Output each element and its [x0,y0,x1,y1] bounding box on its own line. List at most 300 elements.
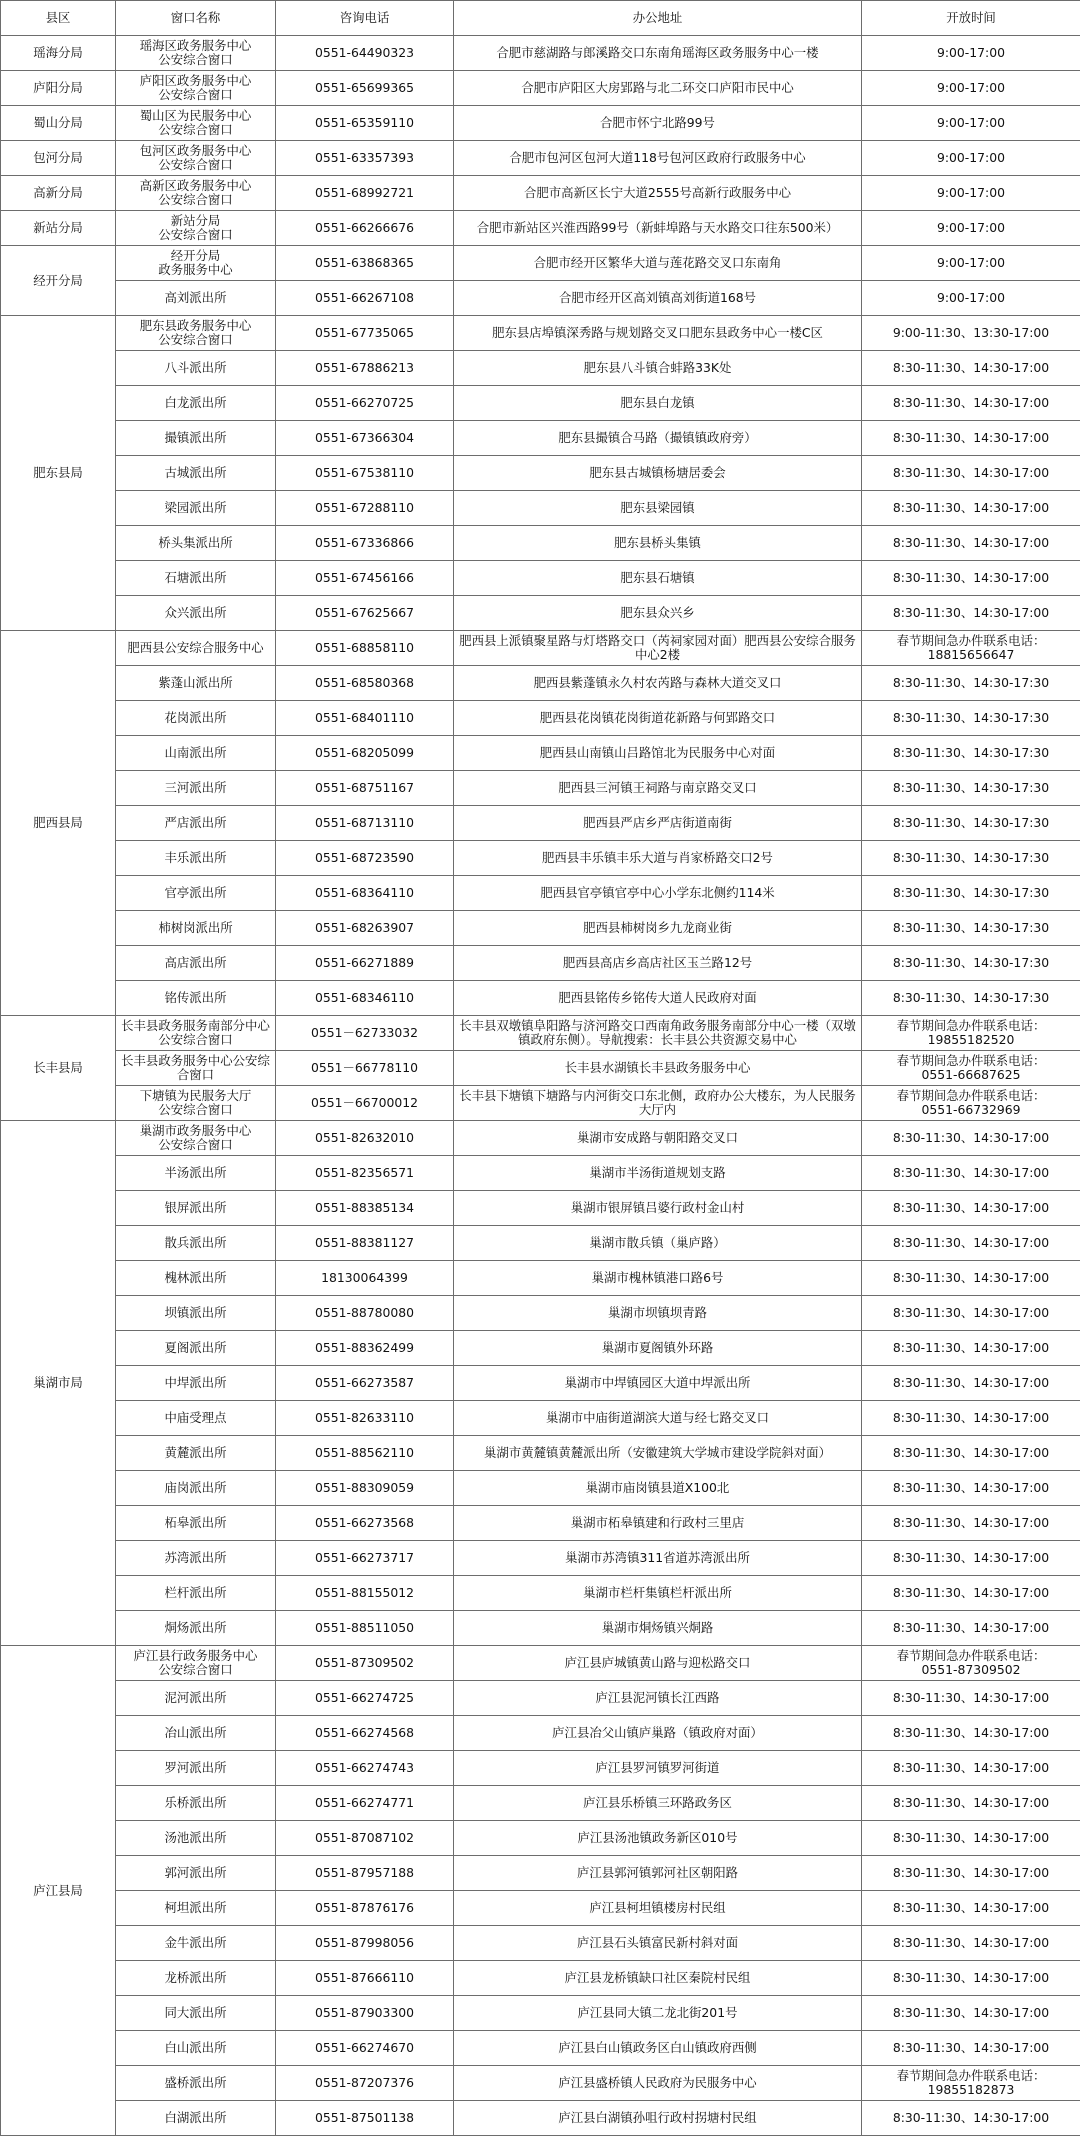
address-cell: 庐江县龙桥镇缺口社区秦院村民组 [454,1961,862,1996]
phone-cell: 0551-66274725 [276,1681,454,1716]
phone-cell: 0551-68205099 [276,736,454,771]
phone-cell: 0551-66274670 [276,2031,454,2066]
phone-cell: 0551－66700012 [276,1086,454,1121]
table-row [1,316,1080,351]
table-row [1,1121,1080,1156]
phone-cell: 0551-87501138 [276,2101,454,2136]
phone-cell: 0551－62733032 [276,1016,454,1051]
window-cell: 半汤派出所 [116,1156,276,1191]
hours-cell: 8:30-11:30、14:30-17:00 [862,421,1080,456]
window-cell: 中垾派出所 [116,1366,276,1401]
phone-cell: 0551-64490323 [276,36,454,71]
window-cell: 巢湖市政务服务中心 公安综合窗口 [116,1121,276,1156]
window-cell: 肥东县政务服务中心 公安综合窗口 [116,316,276,351]
table-row [1,1471,1080,1506]
phone-cell: 18130064399 [276,1261,454,1296]
address-cell: 肥西县严店乡严店街道南街 [454,806,862,841]
table-row [1,1331,1080,1366]
county-cell: 新站分局 [1,211,116,246]
table-row [1,946,1080,981]
window-cell: 新站分局 公安综合窗口 [116,211,276,246]
address-cell: 巢湖市庙岗镇县道X100北 [454,1471,862,1506]
hours-cell: 8:30-11:30、14:30-17:30 [862,841,1080,876]
header-window: 窗口名称 [116,1,276,36]
table-row [1,1051,1080,1086]
hours-cell: 8:30-11:30、14:30-17:00 [862,491,1080,526]
phone-cell: 0551-88381127 [276,1226,454,1261]
window-cell: 梁园派出所 [116,491,276,526]
table-row [1,421,1080,456]
hours-cell: 8:30-11:30、14:30-17:00 [862,1191,1080,1226]
hours-cell: 8:30-11:30、14:30-17:00 [862,1681,1080,1716]
phone-cell: 0551-87207376 [276,2066,454,2101]
window-cell: 桥头集派出所 [116,526,276,561]
window-cell: 撮镇派出所 [116,421,276,456]
window-cell: 三河派出所 [116,771,276,806]
phone-cell: 0551-68401110 [276,701,454,736]
hours-cell: 8:30-11:30、14:30-17:30 [862,876,1080,911]
phone-cell: 0551-66273717 [276,1541,454,1576]
address-cell: 长丰县水湖镇长丰县政务服务中心 [454,1051,862,1086]
hours-cell: 春节期间急办件联系电话： 18815656647 [862,631,1080,666]
phone-cell: 0551-88511050 [276,1611,454,1646]
hours-cell: 春节期间急办件联系电话： 0551-87309502 [862,1646,1080,1681]
county-cell: 巢湖市局 [1,1121,116,1646]
hours-cell: 8:30-11:30、14:30-17:00 [862,1716,1080,1751]
address-cell: 庐江县乐桥镇三环路政务区 [454,1786,862,1821]
table-row [1,1191,1080,1226]
address-cell: 庐江县罗河镇罗河街道 [454,1751,862,1786]
table-row [1,386,1080,421]
table-row [1,701,1080,736]
phone-cell: 0551-67735065 [276,316,454,351]
window-cell: 包河区政务服务中心 公安综合窗口 [116,141,276,176]
table-row [1,1436,1080,1471]
hours-cell: 8:30-11:30、14:30-17:00 [862,1891,1080,1926]
hours-cell: 春节期间急办件联系电话： 0551-66732969 [862,1086,1080,1121]
address-cell: 庐江县庐城镇黄山路与迎松路交口 [454,1646,862,1681]
hours-cell: 8:30-11:30、14:30-17:00 [862,456,1080,491]
address-cell: 肥东县店埠镇深秀路与规划路交叉口肥东县政务中心一楼C区 [454,316,862,351]
phone-cell: 0551-68723590 [276,841,454,876]
phone-cell: 0551-68263907 [276,911,454,946]
address-cell: 庐江县柯坦镇楼房村民组 [454,1891,862,1926]
phone-cell: 0551-67886213 [276,351,454,386]
table-row [1,1016,1080,1051]
address-cell: 肥西县高店乡高店社区玉兰路12号 [454,946,862,981]
hours-cell: 8:30-11:30、14:30-17:30 [862,771,1080,806]
hours-cell: 8:30-11:30、14:30-17:00 [862,1541,1080,1576]
table-row [1,876,1080,911]
table-row [1,806,1080,841]
hours-cell: 9:00-17:00 [862,36,1080,71]
table-row [1,1996,1080,2031]
header-hours: 开放时间 [862,1,1080,36]
hours-cell: 9:00-17:00 [862,176,1080,211]
window-cell: 下塘镇为民服务大厅 公安综合窗口 [116,1086,276,1121]
window-cell: 经开分局 政务服务中心 [116,246,276,281]
table-row [1,2101,1080,2136]
phone-cell: 0551-66273587 [276,1366,454,1401]
phone-cell: 0551-67366304 [276,421,454,456]
window-cell: 蜀山区为民服务中心 公安综合窗口 [116,106,276,141]
county-cell: 高新分局 [1,176,116,211]
table-row [1,1961,1080,1996]
table-row [1,1821,1080,1856]
address-cell: 合肥市经开区高刘镇高刘街道168号 [454,281,862,316]
county-cell: 蜀山分局 [1,106,116,141]
hours-cell: 8:30-11:30、14:30-17:00 [862,1261,1080,1296]
phone-cell: 0551-88309059 [276,1471,454,1506]
address-cell: 巢湖市槐林镇港口路6号 [454,1261,862,1296]
hours-cell: 8:30-11:30、14:30-17:00 [862,1156,1080,1191]
hours-cell: 8:30-11:30、14:30-17:00 [862,1751,1080,1786]
phone-cell: 0551-87998056 [276,1926,454,1961]
address-cell: 合肥市怀宁北路99号 [454,106,862,141]
hours-cell: 8:30-11:30、14:30-17:30 [862,736,1080,771]
table-row [1,1926,1080,1961]
address-cell: 庐江县石头镇富民新村斜对面 [454,1926,862,1961]
phone-cell: 0551-68580368 [276,666,454,701]
hours-cell: 8:30-11:30、14:30-17:00 [862,2101,1080,2136]
address-cell: 庐江县白湖镇孙咀行政村拐塘村民组 [454,2101,862,2136]
address-cell: 巢湖市夏阁镇外环路 [454,1331,862,1366]
phone-cell: 0551-88780080 [276,1296,454,1331]
window-cell: 郭河派出所 [116,1856,276,1891]
phone-cell: 0551-88155012 [276,1576,454,1611]
hours-cell: 8:30-11:30、14:30-17:00 [862,1226,1080,1261]
hours-cell: 8:30-11:30、14:30-17:00 [862,1961,1080,1996]
address-cell: 庐江县泥河镇长江西路 [454,1681,862,1716]
window-cell: 众兴派出所 [116,596,276,631]
table-body [1,36,1080,2136]
phone-cell: 0551-68364110 [276,876,454,911]
hours-cell: 8:30-11:30、14:30-17:00 [862,1786,1080,1821]
hours-cell: 8:30-11:30、14:30-17:00 [862,1506,1080,1541]
phone-cell: 0551-67625667 [276,596,454,631]
phone-cell: 0551-66274568 [276,1716,454,1751]
hours-cell: 8:30-11:30、14:30-17:00 [862,1366,1080,1401]
table-row [1,36,1080,71]
address-cell: 合肥市新站区兴淮西路99号（新蚌埠路与天水路交口往东500米） [454,211,862,246]
window-cell: 八斗派出所 [116,351,276,386]
hours-cell: 8:30-11:30、14:30-17:30 [862,701,1080,736]
hours-cell: 春节期间急办件联系电话： 19855182520 [862,1016,1080,1051]
address-cell: 肥东县八斗镇合蚌路33K处 [454,351,862,386]
table-row [1,2031,1080,2066]
hours-cell: 9:00-17:00 [862,71,1080,106]
table-row [1,1646,1080,1681]
table-row [1,666,1080,701]
window-cell: 紫蓬山派出所 [116,666,276,701]
address-cell: 庐江县盛桥镇人民政府为民服务中心 [454,2066,862,2101]
phone-cell: 0551-66267108 [276,281,454,316]
header-address: 办公地址 [454,1,862,36]
table-row [1,1681,1080,1716]
hours-cell: 9:00-17:00 [862,281,1080,316]
window-cell: 银屏派出所 [116,1191,276,1226]
phone-cell: 0551-63868365 [276,246,454,281]
phone-cell: 0551-68713110 [276,806,454,841]
hours-cell: 8:30-11:30、14:30-17:00 [862,1401,1080,1436]
table-row [1,1296,1080,1331]
address-cell: 肥西县上派镇聚星路与灯塔路交口（芮祠家园对面）肥西县公安综合服务中心2楼 [454,631,862,666]
phone-cell: 0551-65699365 [276,71,454,106]
address-cell: 长丰县双墩镇阜阳路与济河路交口西南角政务服务南部分中心一楼（双墩镇政府东侧）。导航搜索：长丰县公共资源交易中心 [454,1016,862,1051]
county-cell: 瑶海分局 [1,36,116,71]
address-cell: 合肥市包河区包河大道118号包河区政府行政服务中心 [454,141,862,176]
address-cell: 庐江县冶父山镇庐巢路（镇政府对面） [454,1716,862,1751]
address-cell: 长丰县下塘镇下塘路与内河街交口东北侧，政府办公大楼东，为人民服务大厅内 [454,1086,862,1121]
hours-cell: 9:00-17:00 [862,141,1080,176]
hours-cell: 春节期间急办件联系电话： 0551-66687625 [862,1051,1080,1086]
address-cell: 巢湖市中垾镇园区大道中垾派出所 [454,1366,862,1401]
window-cell: 高店派出所 [116,946,276,981]
phone-cell: 0551-67456166 [276,561,454,596]
table-row [1,491,1080,526]
address-cell: 巢湖市散兵镇（巢庐路） [454,1226,862,1261]
hours-cell: 8:30-11:30、14:30-17:00 [862,1331,1080,1366]
window-cell: 铭传派出所 [116,981,276,1016]
phone-cell: 0551-68751167 [276,771,454,806]
window-cell: 柿树岗派出所 [116,911,276,946]
window-cell: 庐阳区政务服务中心 公安综合窗口 [116,71,276,106]
address-cell: 庐江县白山镇政务区白山镇政府西侧 [454,2031,862,2066]
table-row [1,561,1080,596]
address-cell: 巢湖市中庙街道湖滨大道与经七路交叉口 [454,1401,862,1436]
window-cell: 长丰县政务服务中心公安综合窗口 [116,1051,276,1086]
table-row [1,526,1080,561]
table-row [1,71,1080,106]
address-cell: 肥西县官亭镇官亭中心小学东北侧约114米 [454,876,862,911]
address-cell: 巢湖市坝镇坝青路 [454,1296,862,1331]
window-cell: 石塘派出所 [116,561,276,596]
phone-cell: 0551-66274771 [276,1786,454,1821]
phone-cell: 0551-88562110 [276,1436,454,1471]
hours-cell: 8:30-11:30、14:30-17:00 [862,596,1080,631]
table-row [1,176,1080,211]
table-row [1,1541,1080,1576]
table-row [1,246,1080,281]
phone-cell: 0551-68858110 [276,631,454,666]
table-row [1,1611,1080,1646]
table-row [1,1226,1080,1261]
phone-cell: 0551－66778110 [276,1051,454,1086]
window-cell: 白湖派出所 [116,2101,276,2136]
window-cell: 泥河派出所 [116,1681,276,1716]
window-cell: 丰乐派出所 [116,841,276,876]
header-county: 县区 [1,1,116,36]
address-cell: 巢湖市苏湾镇311省道苏湾派出所 [454,1541,862,1576]
phone-cell: 0551-88385134 [276,1191,454,1226]
window-cell: 中庙受理点 [116,1401,276,1436]
hours-cell: 8:30-11:30、14:30-17:00 [862,1296,1080,1331]
phone-cell: 0551-66270725 [276,386,454,421]
table-row [1,211,1080,246]
table-row [1,981,1080,1016]
table-row [1,281,1080,316]
phone-cell: 0551-67336866 [276,526,454,561]
hours-cell: 8:30-11:30、14:30-17:00 [862,1436,1080,1471]
phone-cell: 0551-68346110 [276,981,454,1016]
table-row [1,736,1080,771]
address-cell: 合肥市慈湖路与郎溪路交口东南角瑶海区政务服务中心一楼 [454,36,862,71]
hours-cell: 8:30-11:30、14:30-17:30 [862,806,1080,841]
table-row [1,1156,1080,1191]
hours-cell: 8:30-11:30、14:30-17:00 [862,1471,1080,1506]
table-row [1,1506,1080,1541]
hours-cell: 8:30-11:30、14:30-17:00 [862,1576,1080,1611]
hours-cell: 9:00-17:00 [862,246,1080,281]
address-cell: 巢湖市安成路与朝阳路交叉口 [454,1121,862,1156]
table-row [1,1751,1080,1786]
table-row [1,1716,1080,1751]
phone-cell: 0551-82633110 [276,1401,454,1436]
address-cell: 巢湖市半汤街道规划支路 [454,1156,862,1191]
phone-cell: 0551-87309502 [276,1646,454,1681]
window-cell: 坝镇派出所 [116,1296,276,1331]
window-cell: 散兵派出所 [116,1226,276,1261]
phone-cell: 0551-66266676 [276,211,454,246]
window-cell: 同大派出所 [116,1996,276,2031]
address-cell: 巢湖市黄麓镇黄麓派出所（安徽建筑大学城市建设学院斜对面） [454,1436,862,1471]
window-cell: 肥西县公安综合服务中心 [116,631,276,666]
hours-cell: 春节期间急办件联系电话： 19855182873 [862,2066,1080,2101]
county-cell: 长丰县局 [1,1016,116,1121]
window-cell: 苏湾派出所 [116,1541,276,1576]
window-cell: 庐江县行政务服务中心 公安综合窗口 [116,1646,276,1681]
window-cell: 冶山派出所 [116,1716,276,1751]
window-cell: 柘皋派出所 [116,1506,276,1541]
hours-cell: 9:00-17:00 [862,211,1080,246]
county-cell: 庐江县局 [1,1646,116,2136]
table-row [1,1366,1080,1401]
hours-cell: 8:30-11:30、14:30-17:30 [862,946,1080,981]
table-row [1,911,1080,946]
window-cell: 官亭派出所 [116,876,276,911]
phone-cell: 0551-63357393 [276,141,454,176]
table-row [1,841,1080,876]
phone-cell: 0551-67288110 [276,491,454,526]
table-row [1,1086,1080,1121]
window-cell: 金牛派出所 [116,1926,276,1961]
address-cell: 巢湖市栏杆集镇栏杆派出所 [454,1576,862,1611]
window-cell: 高刘派出所 [116,281,276,316]
hours-cell: 8:30-11:30、14:30-17:00 [862,351,1080,386]
phone-cell: 0551-67538110 [276,456,454,491]
window-cell: 古城派出所 [116,456,276,491]
address-cell: 肥西县花岗镇花岗街道花新路与何郢路交口 [454,701,862,736]
table-row [1,2066,1080,2101]
window-cell: 栏杆派出所 [116,1576,276,1611]
address-cell: 庐江县汤池镇政务新区010号 [454,1821,862,1856]
hours-cell: 8:30-11:30、14:30-17:00 [862,386,1080,421]
phone-cell: 0551-87666110 [276,1961,454,1996]
county-cell: 肥西县局 [1,631,116,1016]
window-cell: 白龙派出所 [116,386,276,421]
hours-cell: 9:00-17:00 [862,106,1080,141]
window-cell: 严店派出所 [116,806,276,841]
hours-cell: 8:30-11:30、14:30-17:30 [862,981,1080,1016]
window-cell: 高新区政务服务中心 公安综合窗口 [116,176,276,211]
hours-cell: 8:30-11:30、14:30-17:00 [862,1821,1080,1856]
window-cell: 罗河派出所 [116,1751,276,1786]
phone-cell: 0551-87957188 [276,1856,454,1891]
address-cell: 肥东县撮镇合马路（撮镇镇政府旁） [454,421,862,456]
phone-cell: 0551-82356571 [276,1156,454,1191]
table-row [1,1576,1080,1611]
hours-cell: 8:30-11:30、14:30-17:00 [862,1926,1080,1961]
table-row [1,351,1080,386]
phone-cell: 0551-66273568 [276,1506,454,1541]
address-cell: 巢湖市烔炀镇兴烔路 [454,1611,862,1646]
window-cell: 山南派出所 [116,736,276,771]
phone-cell: 0551-82632010 [276,1121,454,1156]
window-cell: 瑶海区政务服务中心 公安综合窗口 [116,36,276,71]
address-cell: 肥西县柿树岗乡九龙商业街 [454,911,862,946]
address-cell: 肥西县紫蓬镇永久村农芮路与森林大道交叉口 [454,666,862,701]
address-cell: 肥西县山南镇山吕路馆北为民服务中心对面 [454,736,862,771]
table-row [1,1401,1080,1436]
header-row [1,1,1080,36]
hours-cell: 8:30-11:30、14:30-17:30 [862,911,1080,946]
hours-cell: 8:30-11:30、14:30-17:00 [862,526,1080,561]
table-row [1,106,1080,141]
hours-cell: 8:30-11:30、14:30-17:00 [862,1611,1080,1646]
window-cell: 烔炀派出所 [116,1611,276,1646]
header-phone: 咨询电话 [276,1,454,36]
window-cell: 长丰县政务服务南部分中心公安综合窗口 [116,1016,276,1051]
table-row [1,456,1080,491]
phone-cell: 0551-87876176 [276,1891,454,1926]
table-row [1,771,1080,806]
address-cell: 肥东县石塘镇 [454,561,862,596]
county-cell: 肥东县局 [1,316,116,631]
address-cell: 肥东县众兴乡 [454,596,862,631]
window-cell: 乐桥派出所 [116,1786,276,1821]
table-row [1,1261,1080,1296]
address-cell: 肥西县丰乐镇丰乐大道与肖家桥路交口2号 [454,841,862,876]
window-cell: 盛桥派出所 [116,2066,276,2101]
window-cell: 花岗派出所 [116,701,276,736]
county-cell: 庐阳分局 [1,71,116,106]
table-row [1,141,1080,176]
hours-cell: 9:00-11:30、13:30-17:00 [862,316,1080,351]
phone-cell: 0551-66271889 [276,946,454,981]
window-cell: 夏阁派出所 [116,1331,276,1366]
address-cell: 肥东县古城镇杨塘居委会 [454,456,862,491]
window-cell: 汤池派出所 [116,1821,276,1856]
phone-cell: 0551-88362499 [276,1331,454,1366]
window-cell: 柯坦派出所 [116,1891,276,1926]
address-cell: 合肥市经开区繁华大道与莲花路交叉口东南角 [454,246,862,281]
table-row [1,1891,1080,1926]
address-cell: 肥西县铭传乡铭传大道人民政府对面 [454,981,862,1016]
county-cell: 包河分局 [1,141,116,176]
hours-cell: 8:30-11:30、14:30-17:00 [862,1856,1080,1891]
address-cell: 巢湖市银屏镇吕婆行政村金山村 [454,1191,862,1226]
address-cell: 巢湖市柘皋镇建和行政村三里店 [454,1506,862,1541]
address-cell: 庐江县郭河镇郭河社区朝阳路 [454,1856,862,1891]
table-row [1,1786,1080,1821]
table-row [1,1856,1080,1891]
phone-cell: 0551-65359110 [276,106,454,141]
county-cell: 经开分局 [1,246,116,316]
address-cell: 合肥市高新区长宁大道2555号高新行政服务中心 [454,176,862,211]
address-cell: 肥东县白龙镇 [454,386,862,421]
hours-cell: 8:30-11:30、14:30-17:00 [862,1121,1080,1156]
window-cell: 白山派出所 [116,2031,276,2066]
